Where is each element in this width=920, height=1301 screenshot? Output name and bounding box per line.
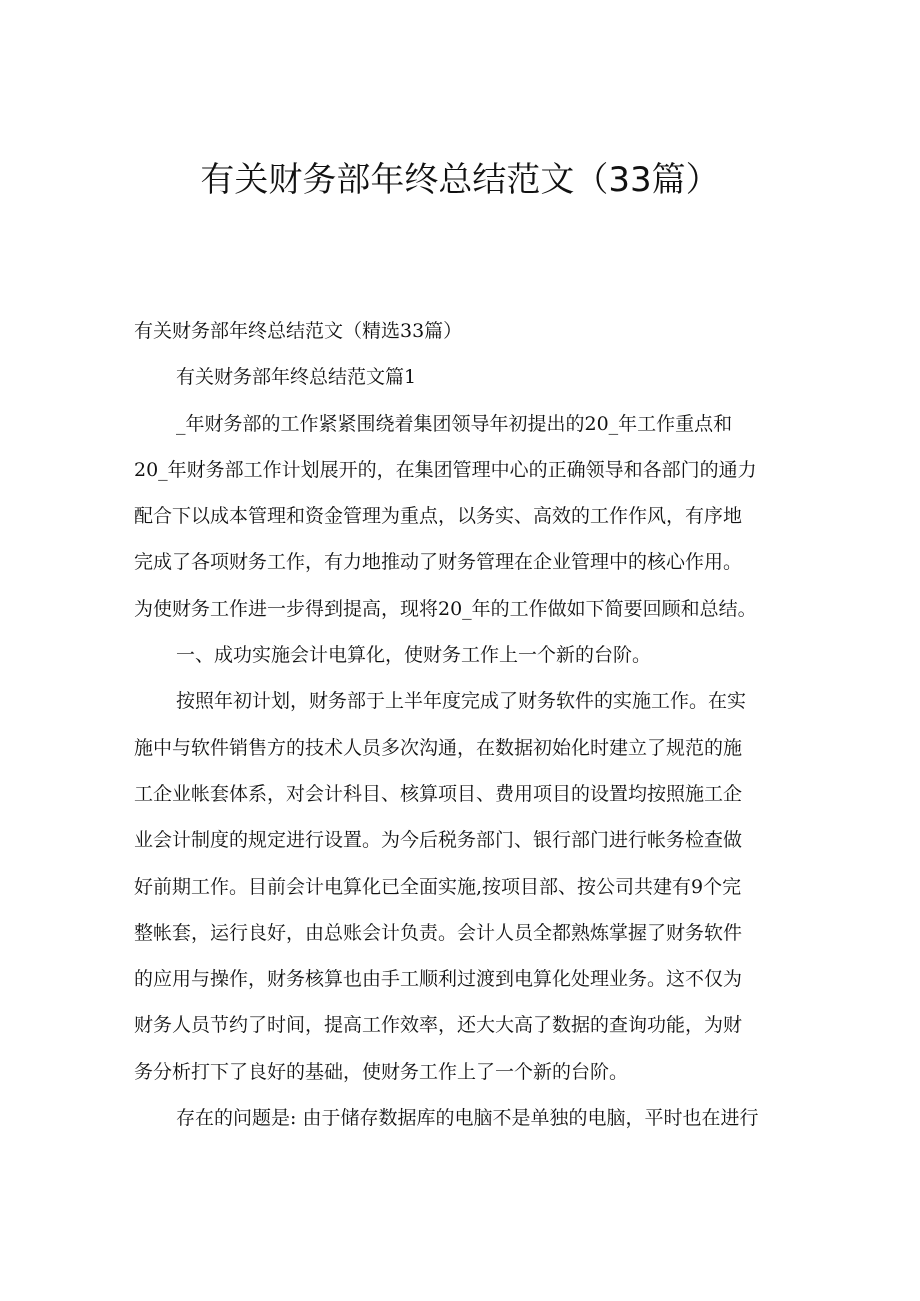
paragraph-line: 配合下以成本管理和资金管理为重点，以务实、高效的工作作风，有序地 bbox=[134, 505, 743, 528]
section-heading: 一、成功实施会计电算化，使财务工作上一个新的台阶。 bbox=[176, 644, 652, 667]
paragraph-line: 完成了各项财务工作，有力地推动了财务管理在企业管理中的核心作用。 bbox=[134, 551, 743, 574]
paragraph-line: 工企业帐套体系，对会计科目、核算项目、费用项目的设置均按照施工企 bbox=[134, 782, 743, 805]
paragraph-line: 为使财务工作进一步得到提高，现将20_年的工作做如下简要回顾和总结。 bbox=[134, 597, 757, 620]
paragraph-line: 好前期工作。目前会计电算化已全面实施,按项目部、按公司共建有9个完 bbox=[134, 875, 742, 898]
paragraph-line: _年财务部的工作紧紧围绕着集团领导年初提出的20_年工作重点和 bbox=[176, 412, 733, 435]
paragraph-line: 按照年初计划，财务部于上半年度完成了财务软件的实施工作。在实 bbox=[176, 690, 747, 713]
paragraph-line: 20_年财务部工作计划展开的，在集团管理中心的正确领导和各部门的通力 bbox=[134, 458, 757, 481]
paragraph-line: 施中与软件销售方的技术人员多次沟通，在数据初始化时建立了规范的施 bbox=[134, 736, 743, 759]
paragraph-line: 整帐套，运行良好，由总账会计负责。会计人员全都熟炼掌握了财务软件 bbox=[134, 921, 743, 944]
document-title: 有关财务部年终总结范文（33篇） bbox=[200, 160, 720, 200]
section-heading: 有关财务部年终总结范文篇1 bbox=[176, 366, 417, 389]
paragraph-line: 财务人员节约了时间，提高工作效率，还大大高了数据的查询功能，为财 bbox=[134, 1014, 743, 1037]
paragraph-line: 业会计制度的规定进行设置。为今后税务部门、银行部门进行帐务检查做 bbox=[134, 829, 743, 852]
subtitle-line: 有关财务部年终总结范文（精选33篇） bbox=[134, 320, 463, 342]
document-body bbox=[134, 308, 794, 1141]
paragraph-line: 存在的问题是: 由于储存数据库的电脑不是单独的电脑，平时也在进行 bbox=[176, 1107, 759, 1130]
paragraph-line: 的应用与操作，财务核算也由手工顺利过渡到电算化处理业务。这不仅为 bbox=[134, 968, 743, 991]
paragraph-line: 务分析打下了良好的基础，使财务工作上了一个新的台阶。 bbox=[134, 1060, 629, 1083]
